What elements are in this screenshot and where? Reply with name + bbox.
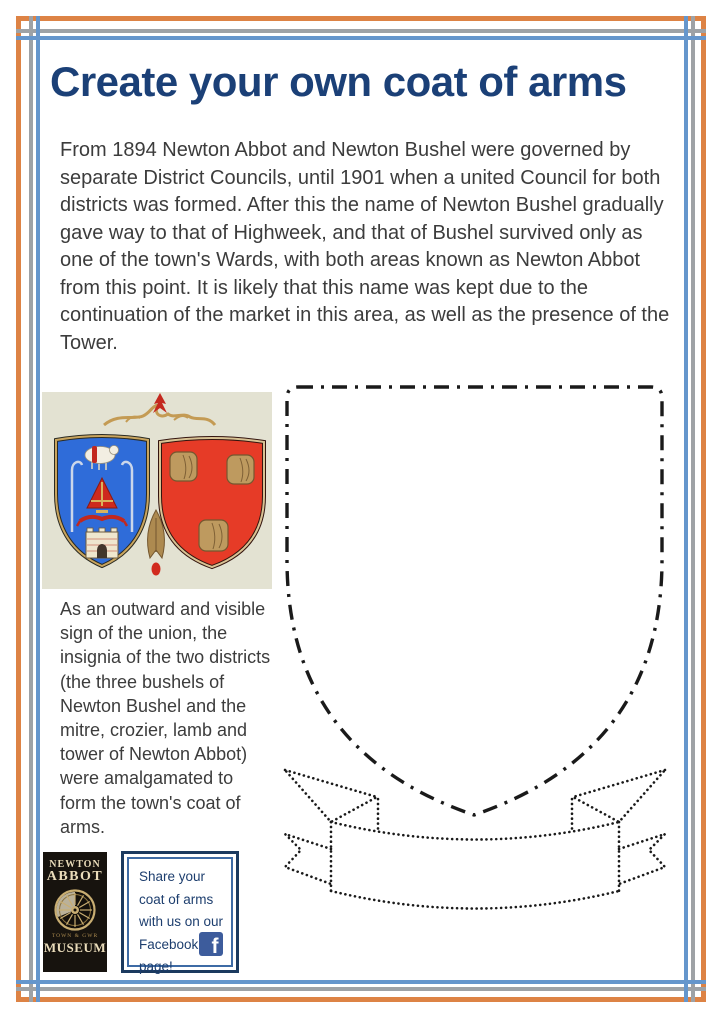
facebook-callout-inner — [127, 857, 233, 974]
side-note: As an outward and visible sign of the union, the insignia of the two districts (the three bushels of Newton Bushel and the mitre, crozier, lamb and tower of Newton Abbot) were amalgamated to form the town's coat of arms. — [60, 599, 271, 837]
banner-tail-right — [619, 834, 665, 884]
wheel-icon — [53, 888, 97, 932]
border-blue-right — [684, 16, 688, 1002]
border-gray-right — [691, 16, 695, 1002]
tassel-red-drop — [152, 563, 161, 576]
banner-band-sides — [331, 822, 619, 891]
facebook-callout-line: with us on our — [139, 914, 224, 929]
border-blue-bottom — [16, 980, 706, 984]
banner-tail-left — [285, 834, 331, 884]
facebook-icon — [199, 932, 223, 956]
facebook-icon-letter: f — [211, 935, 219, 956]
border-blue-top — [16, 36, 706, 40]
border-orange-right — [701, 16, 706, 1002]
museum-logo-newton: NEWTON — [49, 859, 101, 870]
border-orange-left — [16, 16, 21, 1002]
border-orange-top — [16, 16, 706, 21]
museum-logo — [43, 852, 107, 972]
banner-band-bottom — [331, 891, 619, 909]
banner-outline — [285, 770, 665, 909]
page-title: Create your own coat of arms — [50, 58, 627, 105]
banner-fold-right — [573, 770, 665, 822]
facebook-callout-line: page! — [139, 959, 173, 974]
border-orange-bottom — [16, 997, 706, 1002]
banner-band-top — [331, 822, 619, 840]
facebook-callout-line: Share your — [139, 869, 206, 884]
museum-logo-subtitle: TOWN & GWR — [51, 933, 99, 939]
shield-template — [270, 370, 682, 935]
border-gray-bottom — [16, 987, 706, 991]
museum-logo-museum: MUSEUM — [43, 940, 107, 955]
border-blue-left — [36, 16, 40, 1002]
banner-fold-left — [285, 770, 377, 822]
facebook-callout-line: Facebook — [139, 936, 199, 952]
intro-paragraph: From 1894 Newton Abbot and Newton Bushel were governed by separate District Councils, until 1901 when a united Council for both districts was formed. After this the name of Newton Bushel gradually gave way to that of Highweek, and that of Bushel survived only as one of the town's Wards, with both areas known as Newton Abbot from this point. It is likely that this name was kept due to the continuation of the market in this area, as well as the presence of the Tower. — [60, 139, 670, 354]
facebook-callout-box — [121, 851, 239, 973]
shield-outline — [287, 387, 662, 815]
border-gray-left — [29, 16, 33, 1002]
facebook-callout-line: coat of arms — [139, 891, 214, 907]
tower-icon — [86, 528, 118, 558]
museum-logo-abbot: ABBOT — [46, 869, 104, 884]
coat-of-arms-photo — [42, 392, 272, 589]
border-gray-top — [16, 29, 706, 33]
